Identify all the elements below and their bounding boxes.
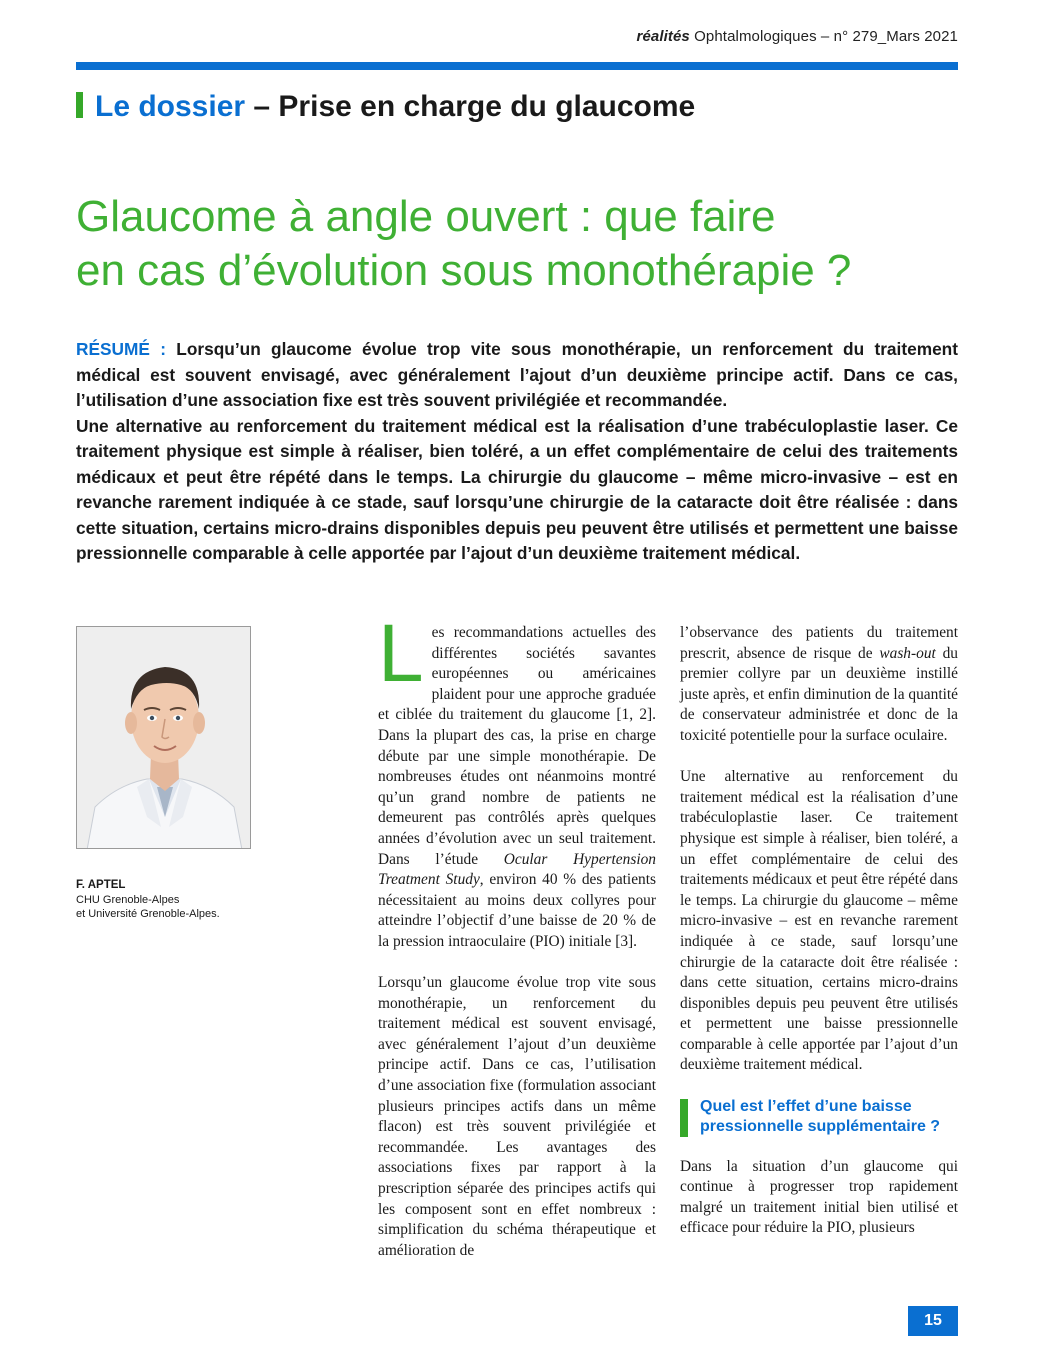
body-paragraph-1 bbox=[378, 608, 656, 953]
section-topic: – Prise en charge du glaucome bbox=[253, 90, 696, 123]
body-paragraph-1-text-b: , environ 40 % des patients nécessitaient au moins deux collyres pour atteindre l’objectif d’une baisse de 20 % de la pression intraoculaire (PIO) initiale [3]. bbox=[378, 871, 656, 950]
body-paragraph-1-text-a: es recommandations actuelles des différentes sociétés savantes européennes ou américaines plaident pour une approche graduée et ciblée du traitement du glaucome [1, 2]. Dans la plupart des cas, la prise en charge débute par une simple monothérapie. De nombreuses études ont néanmoins montré qu’un grand nombre de patients ne demeurent pas contrôlés après quelques années d’évolution avec un seul traitement. Dans l’étude bbox=[378, 624, 656, 868]
subheading-marker bbox=[680, 1099, 688, 1137]
article-title bbox=[76, 190, 976, 298]
subheading-line-2: pressionnelle supplémentaire ? bbox=[700, 1117, 941, 1135]
abstract bbox=[76, 337, 958, 567]
study-name: Ocular Hypertension Treatment Study bbox=[378, 850, 656, 889]
abstract-text-1: Lorsqu’un glaucome évolue trop vite sous monothérapie, un renforcement du traitement médical est souvent envisagé, avec généralement l’ajout d’un deuxième principe actif. Dans ce cas, l’utilisation d’une association fixe est très souvent privilégiée et recommandée. bbox=[76, 339, 958, 410]
abstract-paragraph-1 bbox=[76, 337, 958, 414]
section-marker bbox=[76, 92, 83, 118]
body-column-2 bbox=[680, 623, 958, 1260]
title-line-1: Glaucome à angle ouvert : que faire bbox=[76, 192, 776, 241]
journal-brand: réalités bbox=[636, 28, 690, 45]
author-photo bbox=[76, 626, 251, 849]
body-paragraph-3-text-a: l’observance des patients du traitement prescrit, absence de risque de bbox=[680, 624, 958, 662]
body-paragraph-3 bbox=[680, 623, 958, 747]
body-paragraph-5: Dans la situation d’un glaucome qui continue à progresser trop rapidement malgré un traitement initial bien utilisé et efficace pour réduire la PIO, plusieurs bbox=[680, 1157, 958, 1237]
author-name: F. APTEL bbox=[76, 879, 126, 891]
journal-issue: Ophtalmologiques – n° 279_Mars 2021 bbox=[694, 28, 958, 45]
journal-header bbox=[637, 28, 958, 45]
drop-cap: L bbox=[378, 608, 424, 699]
header-rule bbox=[76, 62, 958, 70]
section-dossier-label: Le dossier bbox=[95, 90, 246, 123]
body-paragraph-4: Une alternative au renforcement du traitement médical est la réalisation d’une trabéculoplastie laser. Ce traitement physique est simple à réaliser, bien toléré, a un effet complémentaire de celui des traitements médicaux et peut être répété dans le temps. La chirurgie du glaucome – même micro-invasive – est en revanche rarement indiquée à ce stade, sauf lorsqu’une chirurgie de la cataracte doit être réalisée : dans cette situation, certains micro-drains disponibles depuis peu peuvent être utilisés et permettent une baisse pressionnelle comparable à celle apportée par l’ajout d’un deuxième traitement médical. bbox=[680, 768, 958, 1074]
body-column-1 bbox=[378, 608, 656, 1282]
title-line-2: en cas d’évolution sous monothérapie ? bbox=[76, 246, 852, 295]
subheading bbox=[680, 1097, 958, 1137]
body-paragraph-3-text-b: du premier collyre par un deuxième instillé juste après, et enfin diminution de la quantité de conservateur administrée et donc de la toxicité potentielle pour la surface oculaire. bbox=[680, 644, 958, 744]
author-portrait-image bbox=[77, 627, 251, 849]
section-heading bbox=[76, 90, 695, 124]
wash-out-term: wash-out bbox=[879, 644, 936, 662]
abstract-label: RÉSUMÉ : bbox=[76, 339, 166, 359]
subheading-line-1: Quel est l’effet d’une baisse bbox=[700, 1097, 912, 1115]
author-block bbox=[76, 878, 220, 922]
body-paragraph-2: Lorsqu’un glaucome évolue trop vite sous monothérapie, un renforcement du traitement médical est souvent envisagé, avec généralement l’ajout d’un deuxième principe actif. Dans ce cas, l’utilisation d’une association fixe (formulation associant plusieurs principes actifs dans un même flacon) est très souvent privilégiée et recommandée. Les avantages des associations fixes par rapport à la prescription séparée des principes actifs qui les composent sont en effet nombreux : simplification du schéma thérapeutique et amélioration de bbox=[378, 974, 656, 1259]
abstract-paragraph-2: Une alternative au renforcement du traitement médical est la réalisation d’une trabéculoplastie laser. Ce traitement physique est simple à réaliser, bien toléré, a un effet complémentaire de celui des traitements médicaux et peut être répété dans le temps. La chirurgie du glaucome – même micro-invasive – est en revanche rarement indiquée à ce stade, sauf lorsqu’une chirurgie de la cataracte doit être réalisée : dans cette situation, certains micro-drains disponibles depuis peu peuvent être utilisés et permettent une baisse pressionnelle comparable à celle apportée par l’ajout d’un deuxième traitement médical. bbox=[76, 415, 958, 563]
page-number: 15 bbox=[908, 1306, 958, 1336]
author-affiliation-2: et Université Grenoble-Alpes. bbox=[76, 908, 220, 920]
author-affiliation-1: CHU Grenoble-Alpes bbox=[76, 893, 180, 906]
